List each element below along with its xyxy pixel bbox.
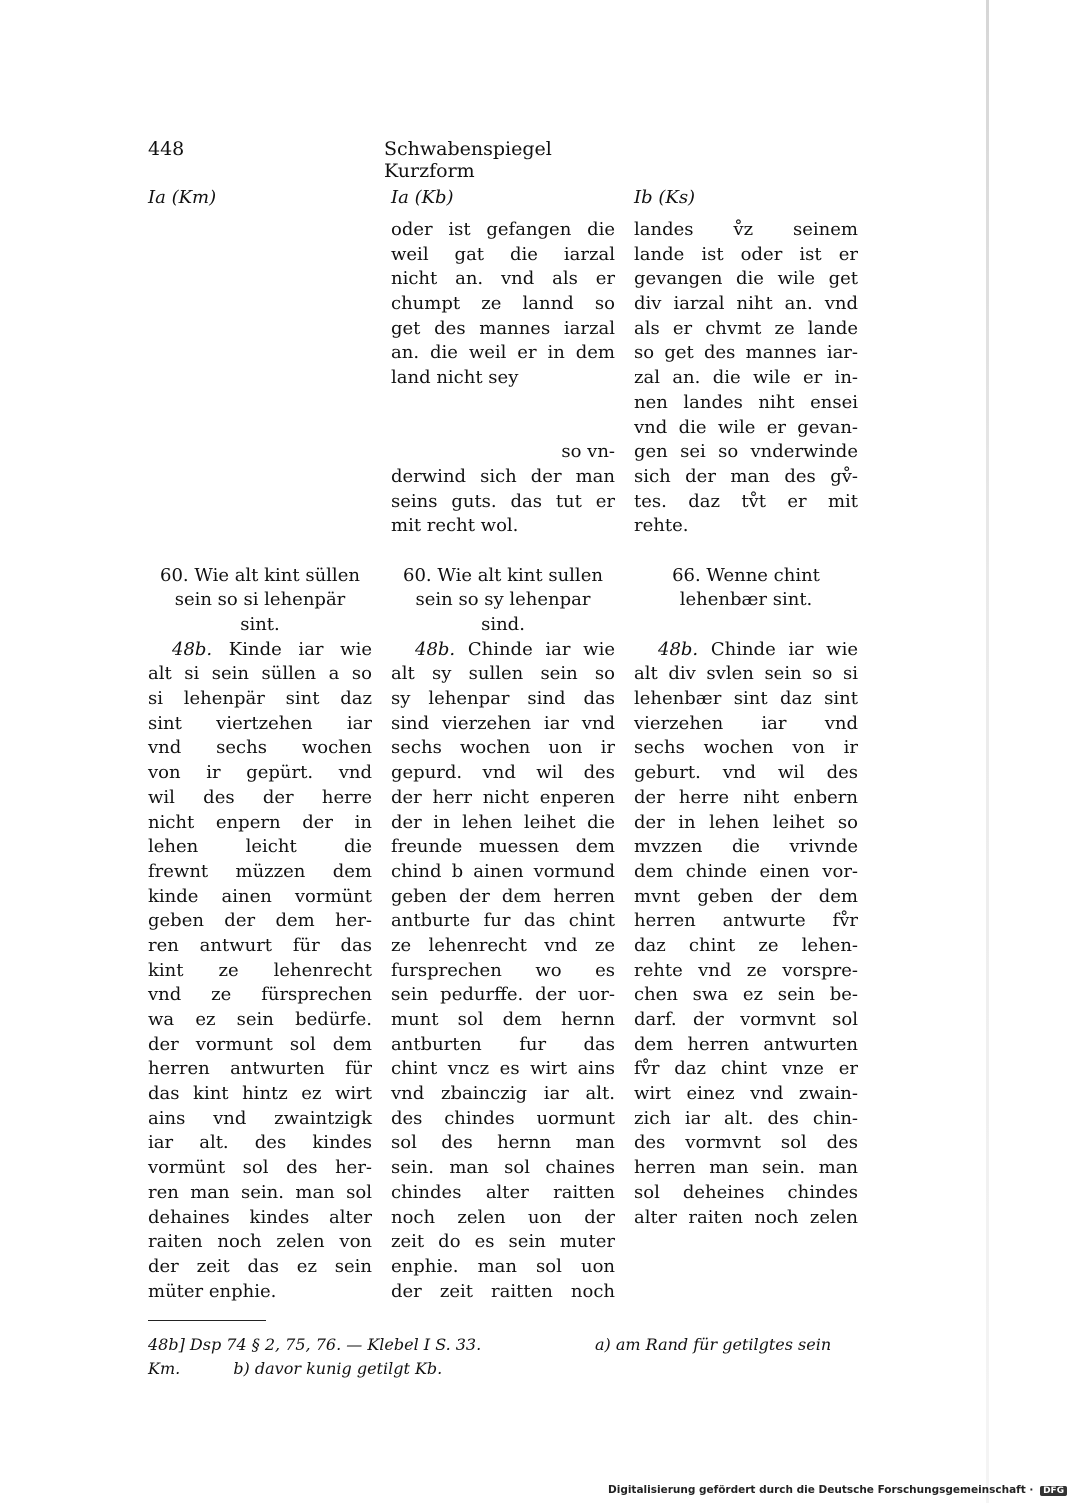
spacer <box>148 539 372 564</box>
heading-line: sein so si lehenpär <box>174 589 346 611</box>
chapter-body <box>634 638 858 1231</box>
heading-line: sein so sy lehenpar <box>415 589 591 611</box>
body-line: des chindes uormunt <box>391 1107 615 1129</box>
column-top-text <box>634 218 858 539</box>
chapter-body <box>148 638 372 1305</box>
spacer <box>148 416 372 441</box>
top-line: lande ist oder ist er <box>634 243 858 265</box>
body-line: 48b. Chinde iar wie <box>658 638 858 660</box>
body-line: ains vnd zwaintzigk <box>148 1107 372 1129</box>
top-line: weil gat die iarzal <box>391 243 615 265</box>
spacer <box>148 292 372 317</box>
body-line: kinde ainen vormünt <box>148 885 372 907</box>
body-line: kint ze lehenrecht <box>148 959 372 981</box>
top-line: gevangen die wile get <box>634 268 858 290</box>
body-line: dem herren antwurten <box>634 1033 858 1055</box>
column-km <box>148 186 372 1304</box>
spacer <box>148 243 372 268</box>
body-line: herren man sein. man <box>634 1157 858 1179</box>
body-line: der vormunt sol dem <box>148 1033 372 1055</box>
body-line: wirt einez vnd zwain- <box>634 1083 858 1105</box>
body-line: des vormvnt sol des <box>634 1132 858 1154</box>
body-line: ren man sein. man sol <box>148 1181 372 1203</box>
body-line: chen swa ez sein be- <box>634 984 858 1006</box>
body-line: enphie. man sol uon <box>391 1255 615 1277</box>
body-line: noch zelen uon der <box>391 1206 615 1228</box>
body-line: sechs wochen von ir <box>634 737 858 759</box>
top-line: oder ist gefangen die <box>391 219 615 240</box>
body-line: sein pedurffe. der uor- <box>391 984 615 1006</box>
body-line: müter enphie. <box>148 1280 277 1302</box>
body-line: vnd zbainczig iar alt. <box>391 1083 615 1105</box>
spacer <box>148 391 372 416</box>
body-line: herren antwurten für <box>148 1058 372 1080</box>
body-line: mvnt geben der dem <box>634 885 858 907</box>
body-line: mvzzen die vrivnde <box>634 836 858 858</box>
funding-text: Digitalisierung gefördert durch die Deutsche Forschungsgemeinschaft · <box>608 1484 1034 1496</box>
heading-line: sint. <box>240 614 280 635</box>
body-line: chindes alter raitten <box>391 1181 615 1203</box>
body-line: sein. man sol chaines <box>391 1157 615 1179</box>
body-line: iar alt. des kindes <box>148 1132 372 1154</box>
body-line: geben der dem her- <box>148 910 372 932</box>
body-line: freunde muessen dem <box>391 836 615 858</box>
chapter-body <box>391 638 615 1305</box>
footnote-source: 48b] Dsp 74 § 2, 75, 76. — Klebel I S. 33. <box>148 1335 482 1354</box>
top-line: derwind sich der man <box>391 465 615 487</box>
body-line: vormünt sol des her- <box>148 1157 372 1179</box>
heading-line: sind. <box>481 614 525 635</box>
body-line: antburte fur das chint <box>391 910 615 932</box>
column-ks <box>634 186 858 1230</box>
body-line: dehaines kindes alter <box>148 1206 372 1228</box>
body-line: zeit do es sein muter <box>391 1231 615 1253</box>
column-kb <box>391 186 615 1304</box>
column-label: Ib (Ks) <box>634 187 696 208</box>
body-line: wa ez sein bedürfe. <box>148 1009 372 1030</box>
body-line: alt div svlen sein so si <box>634 663 858 685</box>
body-line: vierzehen iar vnd <box>634 712 858 734</box>
chapter-heading <box>391 539 615 638</box>
body-line: chint vncz es wirt ains <box>391 1058 615 1080</box>
paragraph-number: 48b. <box>658 638 699 660</box>
spacer <box>148 267 372 292</box>
body-line: alt si sein süllen a so <box>148 663 372 685</box>
top-line: so vn- <box>561 441 615 463</box>
body-line: der herre niht enbern <box>634 786 858 808</box>
heading-line: 60. Wie alt kint sullen <box>403 564 603 586</box>
spacer <box>148 218 372 243</box>
body-line: antburten fur das <box>391 1033 615 1055</box>
top-line: land nicht sey <box>391 367 519 389</box>
top-line: als er chvmt ze lande <box>634 317 858 339</box>
spacer <box>148 341 372 366</box>
body-line: raiten noch zelen von <box>148 1231 372 1253</box>
spacer <box>148 317 372 342</box>
body-line: geburt. vnd wil des <box>634 762 858 784</box>
body-line: ze lehenrecht vnd ze <box>391 934 615 956</box>
top-line: tes. daz tv̊t er mit <box>634 490 858 512</box>
top-line: an. die weil er in dem <box>391 342 615 364</box>
body-line: fursprechen wo es <box>391 959 615 981</box>
footnotes <box>148 1333 860 1381</box>
top-line: nicht an. vnd als er <box>391 268 615 290</box>
body-line: sol des hernn man <box>391 1132 615 1154</box>
body-line: der zeit das ez sein <box>148 1255 372 1277</box>
spacer <box>634 613 858 638</box>
body-line: zich iar alt. des chin- <box>634 1107 858 1129</box>
spacer <box>634 539 858 564</box>
column-label: Ia (Km) <box>148 187 217 208</box>
body-line: das kint hintz ez wirt <box>148 1083 372 1105</box>
body-line: wil des der herre <box>148 786 372 808</box>
top-line: landes v̊z seinem <box>634 219 858 240</box>
page-header <box>148 138 628 182</box>
body-line: ren antwurt für das <box>148 934 372 956</box>
body-line: nicht enpern der in <box>148 811 372 833</box>
spacer <box>391 539 615 564</box>
body-line: darf. der vormvnt sol <box>634 1009 858 1030</box>
top-line: div iarzal niht an. vnd <box>634 293 858 315</box>
footnote-b: b) davor kunig getilgt Kb. <box>233 1359 443 1378</box>
column-top-text <box>391 218 615 539</box>
top-line: so get des mannes iar- <box>634 342 858 364</box>
body-line: sol deheines chindes <box>634 1181 858 1203</box>
body-line: sy lehenpar sind das <box>391 688 615 710</box>
heading-line: lehenbær sint. <box>679 589 813 611</box>
body-line: gepurd. vnd wil des <box>391 762 615 784</box>
body-line: alt sy sullen sein so <box>391 663 615 685</box>
body-line: fv̊r daz chint vnze er <box>634 1058 858 1080</box>
body-line: sind vierzehen iar vnd <box>391 712 615 734</box>
top-line: rehte. <box>634 515 689 537</box>
body-line: vnd sechs wochen <box>148 737 372 759</box>
scan-edge-shadow <box>986 0 989 1503</box>
heading-line: 60. Wie alt kint süllen <box>160 564 360 586</box>
footnote-line <box>148 1333 860 1357</box>
top-line: chumpt ze lannd so <box>391 293 615 315</box>
spacer <box>391 391 615 416</box>
body-line: rehte vnd ze vorspre- <box>634 959 858 981</box>
dfg-logo-icon: DFG <box>1040 1486 1067 1496</box>
body-line: herren antwurte fv̊r <box>634 910 858 932</box>
body-line: der herr nicht enperen <box>391 786 615 808</box>
spacer <box>148 514 372 539</box>
body-line: 48b. Kinde iar wie <box>172 638 372 660</box>
spacer <box>148 490 372 515</box>
top-line: nen landes niht ensei <box>634 391 858 413</box>
body-line: der zeit raitten noch <box>391 1280 615 1302</box>
spacer <box>148 440 372 465</box>
top-line: get des mannes iarzal <box>391 317 615 339</box>
top-line: zal an. die wile er in- <box>634 367 858 389</box>
top-line: seins guts. das tut er <box>391 490 615 512</box>
footnote-line <box>148 1357 860 1381</box>
top-line: gen sei so vnderwinde <box>634 441 858 463</box>
body-line: 48b. Chinde iar wie <box>415 638 615 660</box>
heading-line: 66. Wenne chint <box>672 564 820 586</box>
body-line: lehen leicht die <box>148 836 372 858</box>
chapter-heading <box>148 539 372 638</box>
top-line: sich der man des gv̊- <box>634 465 858 487</box>
body-line: munt sol dem hernn <box>391 1009 615 1030</box>
body-line: lehenbær sint daz sint <box>634 688 858 710</box>
page-number: 448 <box>148 138 185 160</box>
body-line: geben der dem herren <box>391 885 615 907</box>
top-line: mit recht wol. <box>391 515 519 537</box>
spacer <box>391 416 615 441</box>
body-line: vnd ze fürsprechen <box>148 984 372 1006</box>
top-line: vnd die wile er gevan- <box>634 416 858 438</box>
paragraph-number: 48b. <box>415 638 456 660</box>
footnote-a: a) am Rand für getilgtes sein <box>595 1335 832 1354</box>
body-line: der in lehen leihet so <box>634 811 858 833</box>
body-line: von ir gepürt. vnd <box>148 762 372 784</box>
body-line: daz chint ze lehen- <box>634 934 858 956</box>
footnote-rule <box>148 1320 266 1321</box>
chapter-heading <box>634 539 858 638</box>
column-top-text <box>148 218 372 539</box>
body-line: dem chinde einen vor- <box>634 860 858 882</box>
body-line: chind b ainen vormund <box>391 860 615 882</box>
funding-note <box>608 1484 1065 1500</box>
spacer <box>148 465 372 490</box>
body-line: si lehenpär sint daz <box>148 688 372 710</box>
running-title: Schwabenspiegel Kurzform <box>384 138 552 182</box>
body-line: frewnt müzzen dem <box>148 860 372 882</box>
spacer <box>148 366 372 391</box>
paragraph-number: 48b. <box>172 638 213 660</box>
body-line: alter raiten noch zelen <box>634 1206 858 1228</box>
footnote-km: Km. <box>148 1359 181 1378</box>
body-line: sechs wochen uon ir <box>391 737 615 759</box>
body-line: der in lehen leihet die <box>391 811 615 833</box>
body-line: sint viertzehen iar <box>148 712 372 734</box>
column-label: Ia (Kb) <box>391 187 454 208</box>
